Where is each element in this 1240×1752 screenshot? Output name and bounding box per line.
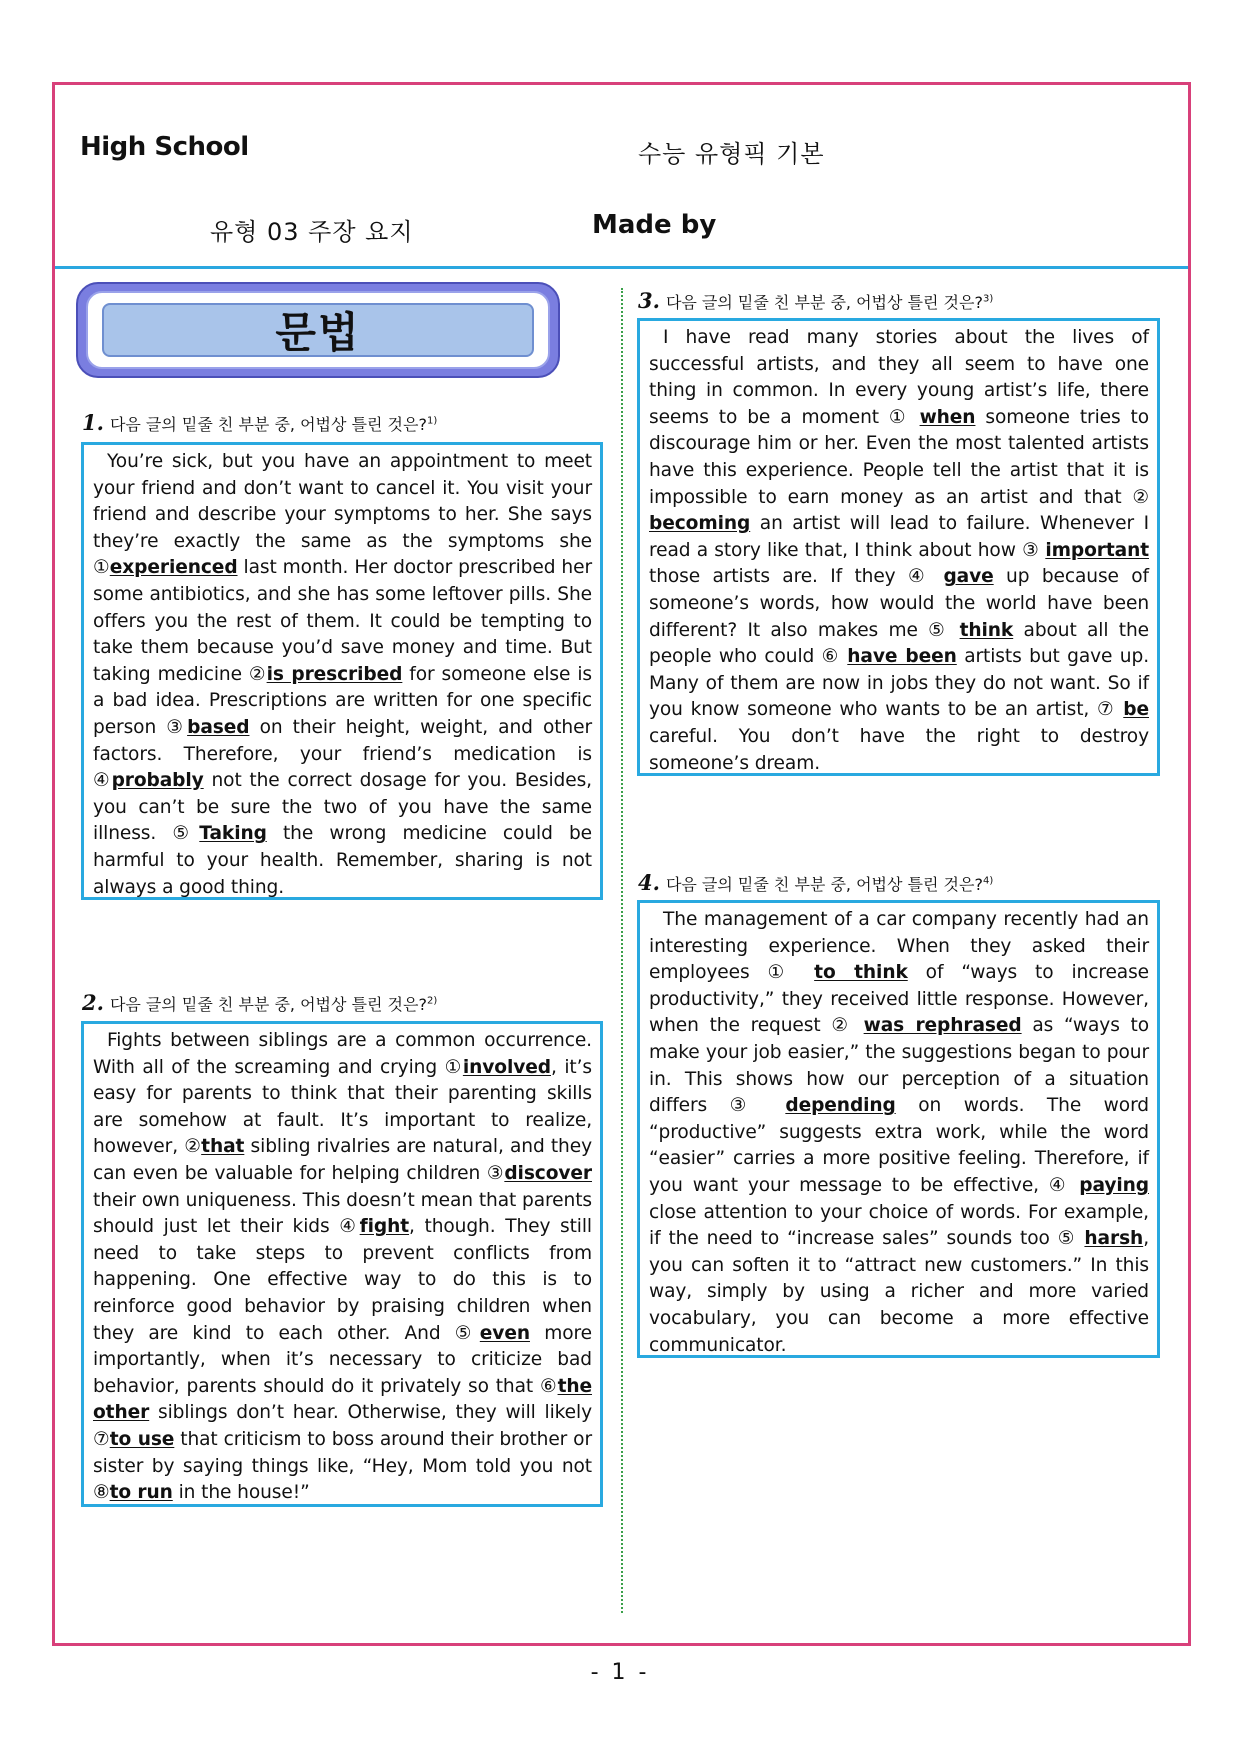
question-1-title: 1. 다음 글의 밑줄 친 부분 중, 어법상 틀린 것은?$^{1)}$ [82, 410, 438, 435]
underlined-option: becoming [649, 513, 751, 535]
section-badge [76, 282, 560, 378]
question-1-passage [81, 442, 603, 900]
passage-text: close attention to your choice of words. For example, if the need to “increase sales” sounds too ⑤ [649, 1201, 1149, 1250]
passage-text: The management of a car company recently had an interesting experience. When they asked their employees ① [649, 909, 1149, 984]
passage-text: those artists are. If they ④ [649, 566, 944, 588]
underlined-option: important [1045, 539, 1149, 561]
passage-text: , it’s easy for parents to think that their parenting skills are somehow at fault. It’s important to realize, however, ② [93, 1056, 592, 1158]
underlined-option: involved [462, 1056, 551, 1078]
underlined-option: have been [847, 646, 957, 668]
underlined-option: was rephrased [863, 1015, 1022, 1037]
passage-text: the wrong medicine could be harmful to your health. Remember, sharing is not always a good thing. [93, 823, 592, 898]
passage-text: siblings don’t hear. Otherwise, they will likely ⑦ [93, 1402, 592, 1450]
passage-text: as “ways to make your job easier,” the suggestions began to pour in. This shows how our perception of a situation differs ③ [649, 1015, 1150, 1117]
header-divider [55, 266, 1188, 269]
passage-text: not the correct dosage for you. Besides, you can’t be sure the two of you have the same illness. ⑤ [93, 770, 592, 845]
underlined-option: gave [943, 566, 994, 588]
underlined-option: paying [1079, 1174, 1149, 1196]
underlined-option: Taking [199, 823, 267, 845]
underlined-option: to run [109, 1482, 173, 1504]
question-4-title: 4. 다음 글의 밑줄 친 부분 중, 어법상 틀린 것은?$^{4)}$ [638, 870, 994, 895]
passage-text: about all the people who could ⑥ [649, 619, 1149, 668]
question-4-passage [637, 900, 1160, 1358]
underlined-option: discover [504, 1162, 592, 1184]
question-2-title: 2. 다음 글의 밑줄 친 부분 중, 어법상 틀린 것은?$^{2)}$ [82, 990, 438, 1015]
passage-text: on words. The word “productive” suggests extra work, while the word “easier” carries a more positive feeling. Therefore, if you want your message to be effective, ④ [649, 1095, 1149, 1196]
passage-text: their own uniqueness. This doesn’t mean that parents should just let their kids ④ [93, 1189, 592, 1238]
underlined-option: think [959, 619, 1014, 641]
passage-text: , you can soften it to “attract new customers.” In this way, simply by using a richer and more varied vocabulary, you can become a more effective communicator. [649, 1228, 1149, 1356]
passage-text: careful. You don’t have the right to destroy someone’s dream. [649, 725, 1149, 774]
question-3-title: 3. 다음 글의 밑줄 친 부분 중, 어법상 틀린 것은?$^{3)}$ [638, 288, 994, 313]
unit-title: 유형 03 주장 요지 [210, 218, 414, 246]
passage-text: of “ways to increase productivity,” they received little response. However, when the request ② [649, 962, 1150, 1037]
passage-text: artists but gave up. Many of them are now in jobs they do not want. So if you know someone who wants to be an artist, ⑦ [649, 646, 1149, 721]
passage-text: in the house!” [172, 1482, 310, 1504]
passage-text: more importantly, when it’s necessary to criticize bad behavior, parents should do it privately so that ⑥ [93, 1322, 592, 1397]
underlined-option: when [919, 406, 976, 428]
question-3-passage [637, 318, 1160, 776]
passage-text: someone tries to discourage him or her. Even the most talented artists have this experience. People tell the artist that it is impossible to earn money as an artist and that ② [649, 406, 1149, 508]
passage-text: up because of someone’s words, how would the world have been different? It also makes me ⑤ [649, 566, 1149, 641]
underlined-option: harsh [1084, 1228, 1144, 1250]
underlined-option: fight [359, 1216, 410, 1238]
passage-text: on their height, weight, and other factors. Therefore, your friend’s medication is ④ [93, 716, 592, 792]
section-badge-label: 문법 [275, 308, 361, 357]
passage-text: Fights between siblings are a common occurrence. With all of the screaming and crying ① [93, 1030, 592, 1078]
passage-text: last month. Her doctor prescribed her some antibiotics, and she has some leftover pills. She offers you the rest of them. It could be tempting to take them because you’d save money and time. But taking medicine ② [93, 557, 592, 685]
underlined-option: experienced [109, 557, 238, 579]
passage-text: that criticism to boss around their brother or sister by saying things like, “Hey, Mom told you not ⑧ [93, 1428, 592, 1504]
underlined-option: the other [93, 1375, 592, 1424]
underlined-option: even [479, 1322, 530, 1344]
passage-text: for someone else is a bad idea. Prescriptions are written for one specific person ③ [93, 663, 592, 738]
passage-text: an artist will lead to failure. Whenever I read a story like that, I think about how ③ [649, 513, 1149, 561]
underlined-option: that [201, 1136, 245, 1158]
page-number: - 1 - [590, 1660, 650, 1685]
worksheet-type: 수능 유형픽 기본 [638, 140, 825, 168]
question-2-passage [81, 1021, 603, 1507]
underlined-option: is prescribed [266, 663, 403, 685]
made-by-label: Made by [592, 210, 717, 240]
school-label: High School [80, 132, 249, 162]
underlined-option: based [187, 716, 250, 738]
column-divider [621, 288, 623, 1613]
underlined-option: probably [111, 770, 204, 792]
passage-text: sibling rivalries are natural, and they can even be valuable for helping children ③ [93, 1136, 592, 1184]
underlined-option: depending [785, 1095, 896, 1117]
underlined-option: be [1123, 699, 1149, 721]
underlined-option: to think [814, 962, 908, 984]
passage-text: I have read many stories about the lives of successful artists, and they all seem to have one thing in common. In every young artist’s life, there seems to be a moment ① [649, 327, 1149, 428]
passage-text: You’re sick, but you have an appointment to meet your friend and don’t want to cancel it. You visit your friend and describe your symptoms to her. She says they’re exactly the same as the symptoms she ① [93, 451, 592, 579]
passage-text: , though. They still need to take steps to prevent conflicts from happening. One effective way to do this is to reinforce good behavior by praising children when they are kind to each other. And ⑤ [93, 1216, 592, 1344]
underlined-option: to use [109, 1428, 175, 1450]
